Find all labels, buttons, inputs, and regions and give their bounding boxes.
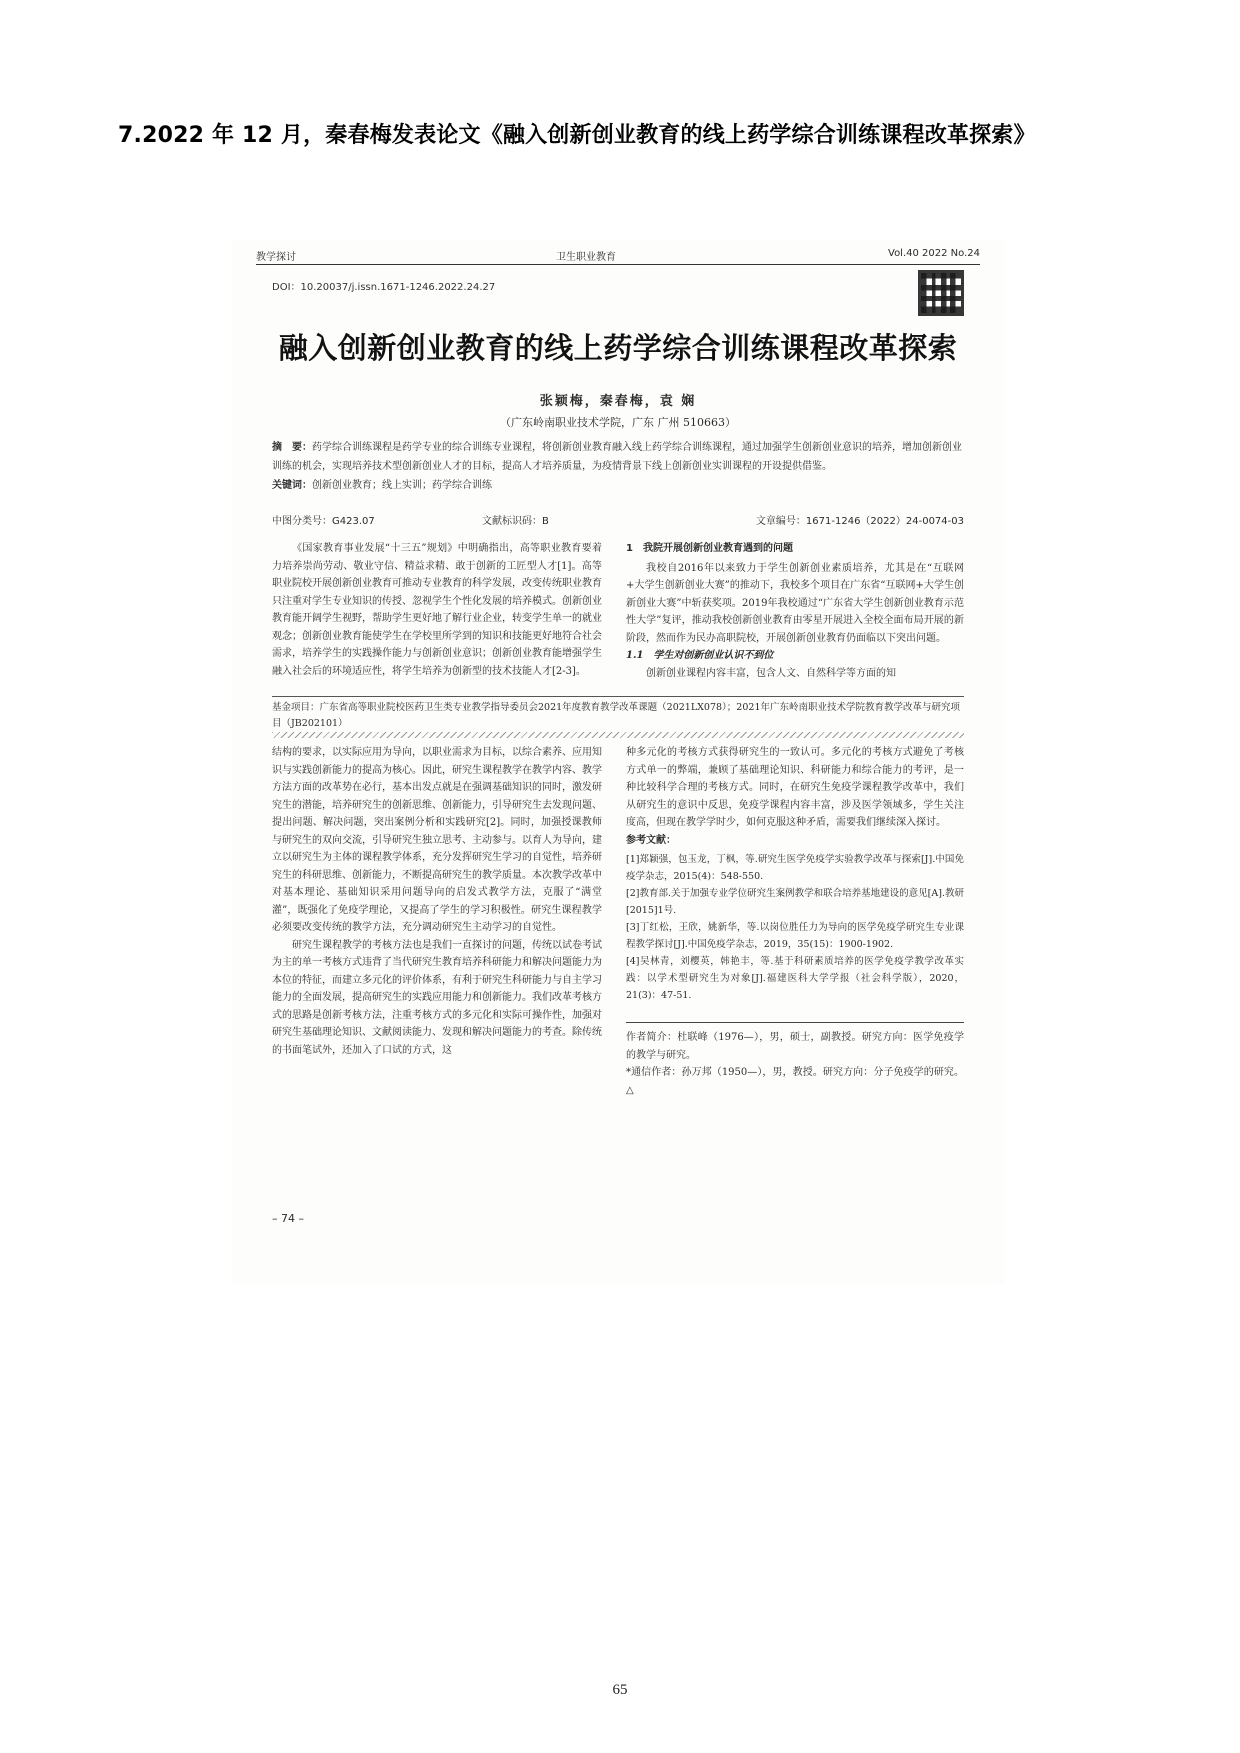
bottom-right-column — [626, 744, 964, 1099]
keywords: 创新创业教育；线上实训；药学综合训练 — [312, 480, 492, 491]
bottom-left-paragraph-2: 研究生课程教学的考核方法也是我们一直探讨的问题，传统以试卷考试为主的单一考核方式违背了当代研究生教育培养科研能力和解决问题能力为本位的特征，而建立多元化的评价体系，有利于研究生科研能力与自主学习能力的全面发展，提高研究生的实践应用能力和创新能力。我们改革考核方式的思路是创新考核方法，注重考核方式的多元化和实际可操作性，加强对研究生基础理论知识、文献阅读能力、发现和解决问题能力的考查。除传统的书面笔试外，还加入了口试的方式，这 — [272, 939, 602, 1056]
keywords-label: 关键词： — [272, 480, 312, 491]
bottom-left-paragraph-1: 结构的要求，以实际应用为导向，以职业需求为目标，以综合素养、应用知识与实践创新能力的提高为核心。因此，研究生课程教学在教学内容、教学方法方面的改革势在必行，基本出发点就是在强调基础知识的同时，激发研究生的潜能，培养研究生的创新思维、创新能力，引导研究生去发现问题、提出问题、解决问题，突出案例分析和实践研究[2]。同时，加强授课教师与研究生的双向交流，引导研究生独立思考、主动参与。以育人为导向，建立以研究生为主体的课程教学体系，充分发挥研究生学习的自觉性，培养研究生的科研思维、创新能力，不断提高研究生的教学质量。本次教学改革中对基本理论、基础知识采用问题导向的启发式教学方法，克服了“满堂灌”，既强化了免疫学理论，又提高了学生的学习积极性。研究生课程教学必须要改变传统的教学方法，充分调动研究生主动学习的自觉性。 — [272, 747, 602, 933]
clc-number: 中图分类号：G423.07 — [272, 516, 375, 527]
subsection1-paragraph: 创新创业课程内容丰富，包含人文、自然科学等方面的知 — [646, 667, 896, 679]
qr-code-icon — [918, 270, 964, 316]
section1-column — [626, 540, 964, 682]
page-heading: 7.2022 年 12 月，秦春梅发表论文《融入创新创业教育的线上药学综合训练课程改革探索》 — [118, 123, 1036, 148]
subsection1-title: 1.1 学生对创新创业认识不到位 — [626, 650, 774, 661]
abstract-text: 药学综合训练课程是药学专业的综合训练专业课程，将创新创业教育融入线上药学综合训练课程，通过加强学生创新创业意识的培养，增加创新创业训练的机会，实现培养技术型创新创业人才的目标，提高人才培养质量，为疫情背景下线上创新创业实训课程的开设提供借鉴。 — [272, 442, 962, 472]
abstract-label: 摘 要： — [272, 442, 312, 453]
header-section: 教学探讨 — [256, 252, 296, 263]
header-journal: 卫生职业教育 — [556, 252, 616, 263]
intro-column — [272, 540, 602, 680]
fund-note: 基金项目：广东省高等职业院校医药卫生类专业教学指导委员会2021年度教育教学改革课题（2021LX078）；2021年广东岭南职业技术学院教育教学改革与研究项目（JB202101） — [272, 696, 964, 732]
journal-page-number: – 74 – — [272, 1212, 304, 1225]
reference-item: [1]郑颖强，包玉龙，丁枫，等.研究生医学免疫学实验教学改革与探索[J].中国免疫学杂志，2015(4)：548-550. — [626, 854, 964, 882]
wavy-divider — [272, 732, 964, 738]
article-number: 文章编号：1671-1246（2022）24-0074-03 — [755, 516, 964, 527]
article-title: 融入创新创业教育的线上药学综合训练课程改革探索 — [278, 331, 958, 365]
references-list — [626, 851, 964, 1004]
author-note: 作者简介：杜联峰（1976—），男，硕士，副教授。研究方向：医学免疫学的教学与研究。 — [626, 1022, 964, 1064]
header-rule — [256, 264, 980, 265]
references-title: 参考文献： — [626, 834, 676, 846]
intro-paragraph: 《国家教育事业发展“十三五”规划》中明确指出，高等职业教育要着力培养崇尚劳动、敬业守信、精益求精、敢于创新的工匠型人才[1]。高等职业院校开展创新创业教育可推动专业教育的科学发展，改变传统职业教育只注重对学生专业知识的传授、忽视学生个性化发展的培养模式。创新创业教育能开阔学生视野，帮助学生更好地了解行业企业，转变学生单一的就业观念；创新创业教育能使学生在学校里所学到的知识和技能更好地符合社会需求，培养学生的实践操作能力与创新创业意识；创新创业教育能增强学生融入社会后的环境适应性，将学生培养为创新型的技术技能人才[2-3]。 — [272, 543, 602, 677]
page-number: 65 — [612, 1682, 628, 1698]
document-code: 文献标识码：B — [482, 516, 549, 527]
reference-item: [4]吴林青，刘樱英，韩艳丰，等.基于科研素质培养的医学免疫学教学改革实践：以学术型研究生为对象[J].福建医科大学学报（社会科学版），2020，21(3)：47-51. — [626, 956, 964, 1001]
section1-title: 1 我院开展创新创业教育遇到的问题 — [626, 543, 793, 554]
bottom-right-paragraph: 种多元化的考核方式获得研究生的一致认可。多元化的考核方式避免了考核方式单一的弊端，兼顾了基础理论知识、科研能力和综合能力的考评，是一种比较科学合理的考核方式。同时，在研究生免疫学课程教学改革中，我们从研究生的意识中反思，免疫学课程内容丰富，涉及医学领域多，学生关注度高，但现在教学学时少，如何克服这种矛盾，需要我们继续深入探讨。 — [626, 747, 964, 828]
reference-item: [3]丁红松，王欣，姚新华，等.以岗位胜任力为导向的医学免疫学研究生专业课程教学探讨[J].中国免疫学杂志，2019，35(15)：1900-1902. — [626, 922, 964, 950]
bottom-left-column — [272, 744, 602, 1059]
classification-row — [272, 512, 964, 528]
doi: DOI：10.20037/j.issn.1671-1246.2022.24.27 — [272, 282, 496, 293]
section1-paragraph: 我校自2016年以来致力于学生创新创业素质培养，尤其是在“互联网+大学生创新创业大赛”的推动下，我校多个项目在广东省“互联网+大学生创新创业大赛”中斩获奖项。2019年我校通过“广东省大学生创新创业教育示范性大学”复评，推动我校创新创业教育由零星开展进入全校全面布局开展的新阶段，然而作为民办高职院校，开展创新创业教育仍面临以下突出问题。 — [626, 562, 964, 644]
authors: 张颖梅，秦春梅，袁 娴 — [539, 394, 697, 409]
reference-item: [2]教育部.关于加强专业学位研究生案例教学和联合培养基地建设的意见[A].教研[2015]1号. — [626, 888, 964, 916]
affiliation: （广东岭南职业技术学院，广东 广州 510663） — [500, 416, 736, 429]
corresponding-author: *通信作者：孙万邦（1950—），男，教授。研究方向：分子免疫学的研究。△ — [626, 1067, 964, 1096]
header-volume: Vol.40 2022 No.24 — [888, 248, 980, 259]
scanned-article — [232, 240, 1004, 1285]
abstract — [272, 438, 964, 495]
